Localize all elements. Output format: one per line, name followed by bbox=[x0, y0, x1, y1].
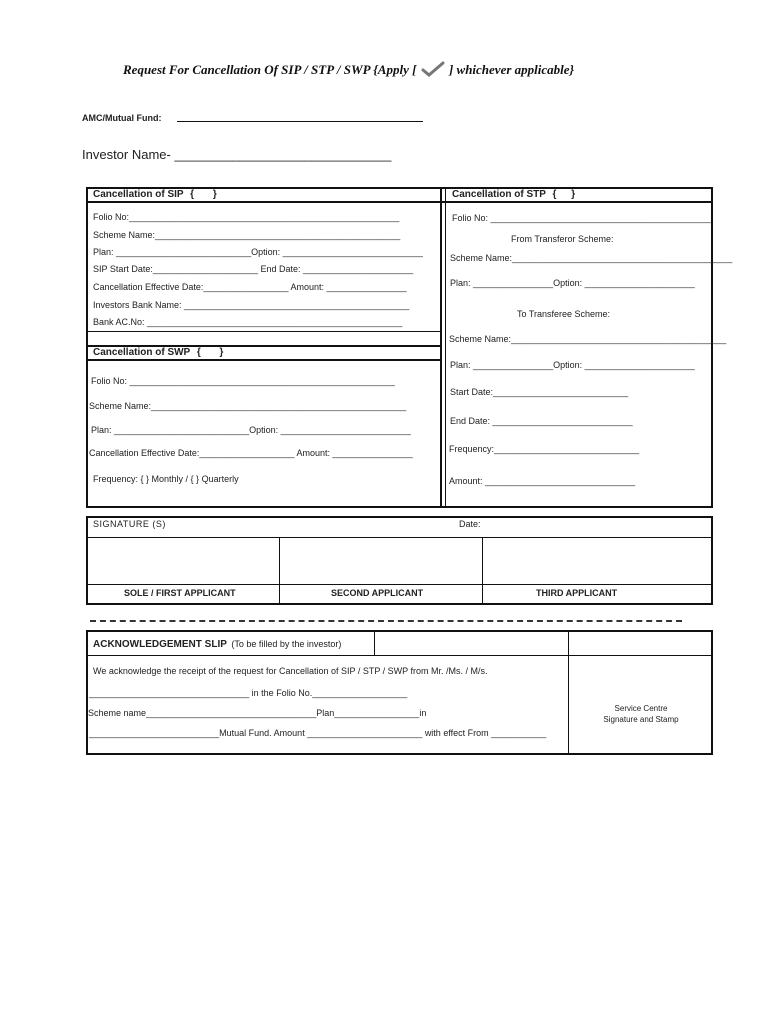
signature-divider-1 bbox=[279, 537, 280, 605]
title-prefix: Request For Cancellation Of SIP / STP / SWP {Apply [ bbox=[123, 62, 417, 77]
ack-header-line bbox=[86, 655, 713, 656]
stp-to-label: To Transferee Scheme: bbox=[517, 309, 611, 319]
stp-brace-close[interactable]: } bbox=[571, 189, 576, 200]
ack-heading-text: ACKNOWLEDGEMENT SLIP bbox=[93, 639, 227, 650]
ack-heading-note: (To be filled by the investor) bbox=[231, 639, 342, 649]
first-applicant-signature-area[interactable] bbox=[88, 539, 278, 583]
check-mark-icon bbox=[420, 61, 446, 77]
ack-line-3[interactable]: Scheme name__________________________________Plan_________________in bbox=[88, 708, 427, 718]
swp-effective-amount-field[interactable]: Cancellation Effective Date:___________________ Amount: ________________ bbox=[89, 448, 413, 458]
ack-heading bbox=[93, 634, 341, 652]
swp-scheme-field[interactable]: Scheme Name:___________________________________________________ bbox=[89, 401, 407, 411]
stp-end-date-field[interactable]: End Date: ____________________________ bbox=[450, 416, 633, 426]
swp-folio-field[interactable]: Folio No: _____________________________________________________ bbox=[91, 376, 395, 386]
sip-bottom-line bbox=[86, 331, 441, 332]
swp-header-line bbox=[86, 359, 441, 361]
stp-to-scheme-field[interactable]: Scheme Name:___________________________________________ bbox=[449, 334, 727, 344]
stp-from-scheme-field[interactable]: Scheme Name:____________________________________________ bbox=[450, 253, 733, 263]
stamp-line-2: Signature and Stamp bbox=[603, 715, 679, 724]
second-applicant-signature-area[interactable] bbox=[281, 539, 481, 583]
swp-heading bbox=[93, 347, 223, 358]
form-title bbox=[123, 61, 574, 78]
third-applicant-signature-area[interactable] bbox=[484, 539, 711, 583]
sip-effective-amount-field[interactable]: Cancellation Effective Date:_________________ Amount: ________________ bbox=[93, 282, 407, 292]
title-suffix: ] whichever applicable} bbox=[448, 62, 575, 77]
sip-bank-ac-field[interactable]: Bank AC.No: ___________________________________________________ bbox=[93, 317, 403, 327]
stp-to-plan-field[interactable]: Plan: ________________Option: ______________________ bbox=[450, 360, 695, 370]
ack-stamp-divider bbox=[568, 630, 569, 755]
sip-bank-name-field[interactable]: Investors Bank Name: _____________________________________________ bbox=[93, 300, 410, 310]
first-applicant-label: SOLE / FIRST APPLICANT bbox=[124, 588, 236, 598]
signature-date-label: Date: bbox=[459, 519, 481, 529]
header-divider bbox=[86, 201, 713, 203]
stp-from-plan-field[interactable]: Plan: ________________Option: ______________________ bbox=[450, 278, 695, 288]
stp-brace-open[interactable]: { bbox=[552, 189, 557, 200]
sip-heading-text: Cancellation of SIP bbox=[93, 189, 184, 200]
swp-heading-text: Cancellation of SWP bbox=[93, 347, 191, 358]
sip-brace-close[interactable]: } bbox=[212, 189, 217, 200]
service-centre-stamp-area[interactable] bbox=[572, 703, 710, 725]
signature-header-line bbox=[86, 537, 713, 538]
ack-header-divider bbox=[374, 630, 375, 655]
column-divider-inner bbox=[445, 187, 446, 508]
amc-field-line[interactable] bbox=[177, 121, 423, 122]
investor-name-label: Investor Name- ______________________________ bbox=[82, 147, 392, 162]
ack-line-1: We acknowledge the receipt of the request for Cancellation of SIP / STP / SWP from Mr. /Ms. / M/s. bbox=[93, 666, 488, 676]
swp-frequency-field[interactable]: Frequency: { } Monthly / { } Quarterly bbox=[93, 474, 239, 484]
amc-label: AMC/Mutual Fund: bbox=[82, 113, 162, 123]
cut-line bbox=[90, 620, 682, 622]
sip-dates-field[interactable]: SIP Start Date:_____________________ End Date: ______________________ bbox=[93, 264, 414, 274]
signature-label-line bbox=[86, 584, 713, 585]
stp-heading bbox=[452, 189, 575, 200]
sip-heading bbox=[93, 189, 217, 200]
second-applicant-label: SECOND APPLICANT bbox=[331, 588, 424, 598]
column-divider bbox=[440, 187, 442, 508]
ack-line-4[interactable]: __________________________Mutual Fund. Amount _______________________ with effect From ___________ bbox=[89, 728, 547, 738]
stp-start-date-field[interactable]: Start Date:___________________________ bbox=[450, 387, 629, 397]
swp-brace-close[interactable]: } bbox=[219, 347, 224, 358]
signature-label: SIGNATURE (S) bbox=[93, 519, 166, 529]
stp-frequency-field[interactable]: Frequency:_____________________________ bbox=[449, 444, 640, 454]
stp-folio-field[interactable]: Folio No: ____________________________________________ bbox=[452, 213, 711, 223]
stamp-line-1: Service Centre bbox=[614, 704, 668, 713]
sip-folio-field[interactable]: Folio No:______________________________________________________ bbox=[93, 212, 400, 222]
stp-heading-text: Cancellation of STP bbox=[452, 189, 546, 200]
sip-brace-open[interactable]: { bbox=[190, 189, 195, 200]
ack-line-2[interactable]: ________________________________ in the Folio No.___________________ bbox=[89, 688, 408, 698]
signature-divider-2 bbox=[482, 537, 483, 605]
sip-scheme-field[interactable]: Scheme Name:_________________________________________________ bbox=[93, 230, 401, 240]
stp-amount-field[interactable]: Amount: ______________________________ bbox=[449, 476, 636, 486]
swp-plan-option-field[interactable]: Plan: ___________________________Option: __________________________ bbox=[91, 425, 411, 435]
swp-brace-open[interactable]: { bbox=[196, 347, 201, 358]
sip-plan-option-field[interactable]: Plan: ___________________________Option: ____________________________ bbox=[93, 247, 423, 257]
stp-from-label: From Transferor Scheme: bbox=[511, 234, 614, 244]
third-applicant-label: THIRD APPLICANT bbox=[536, 588, 618, 598]
